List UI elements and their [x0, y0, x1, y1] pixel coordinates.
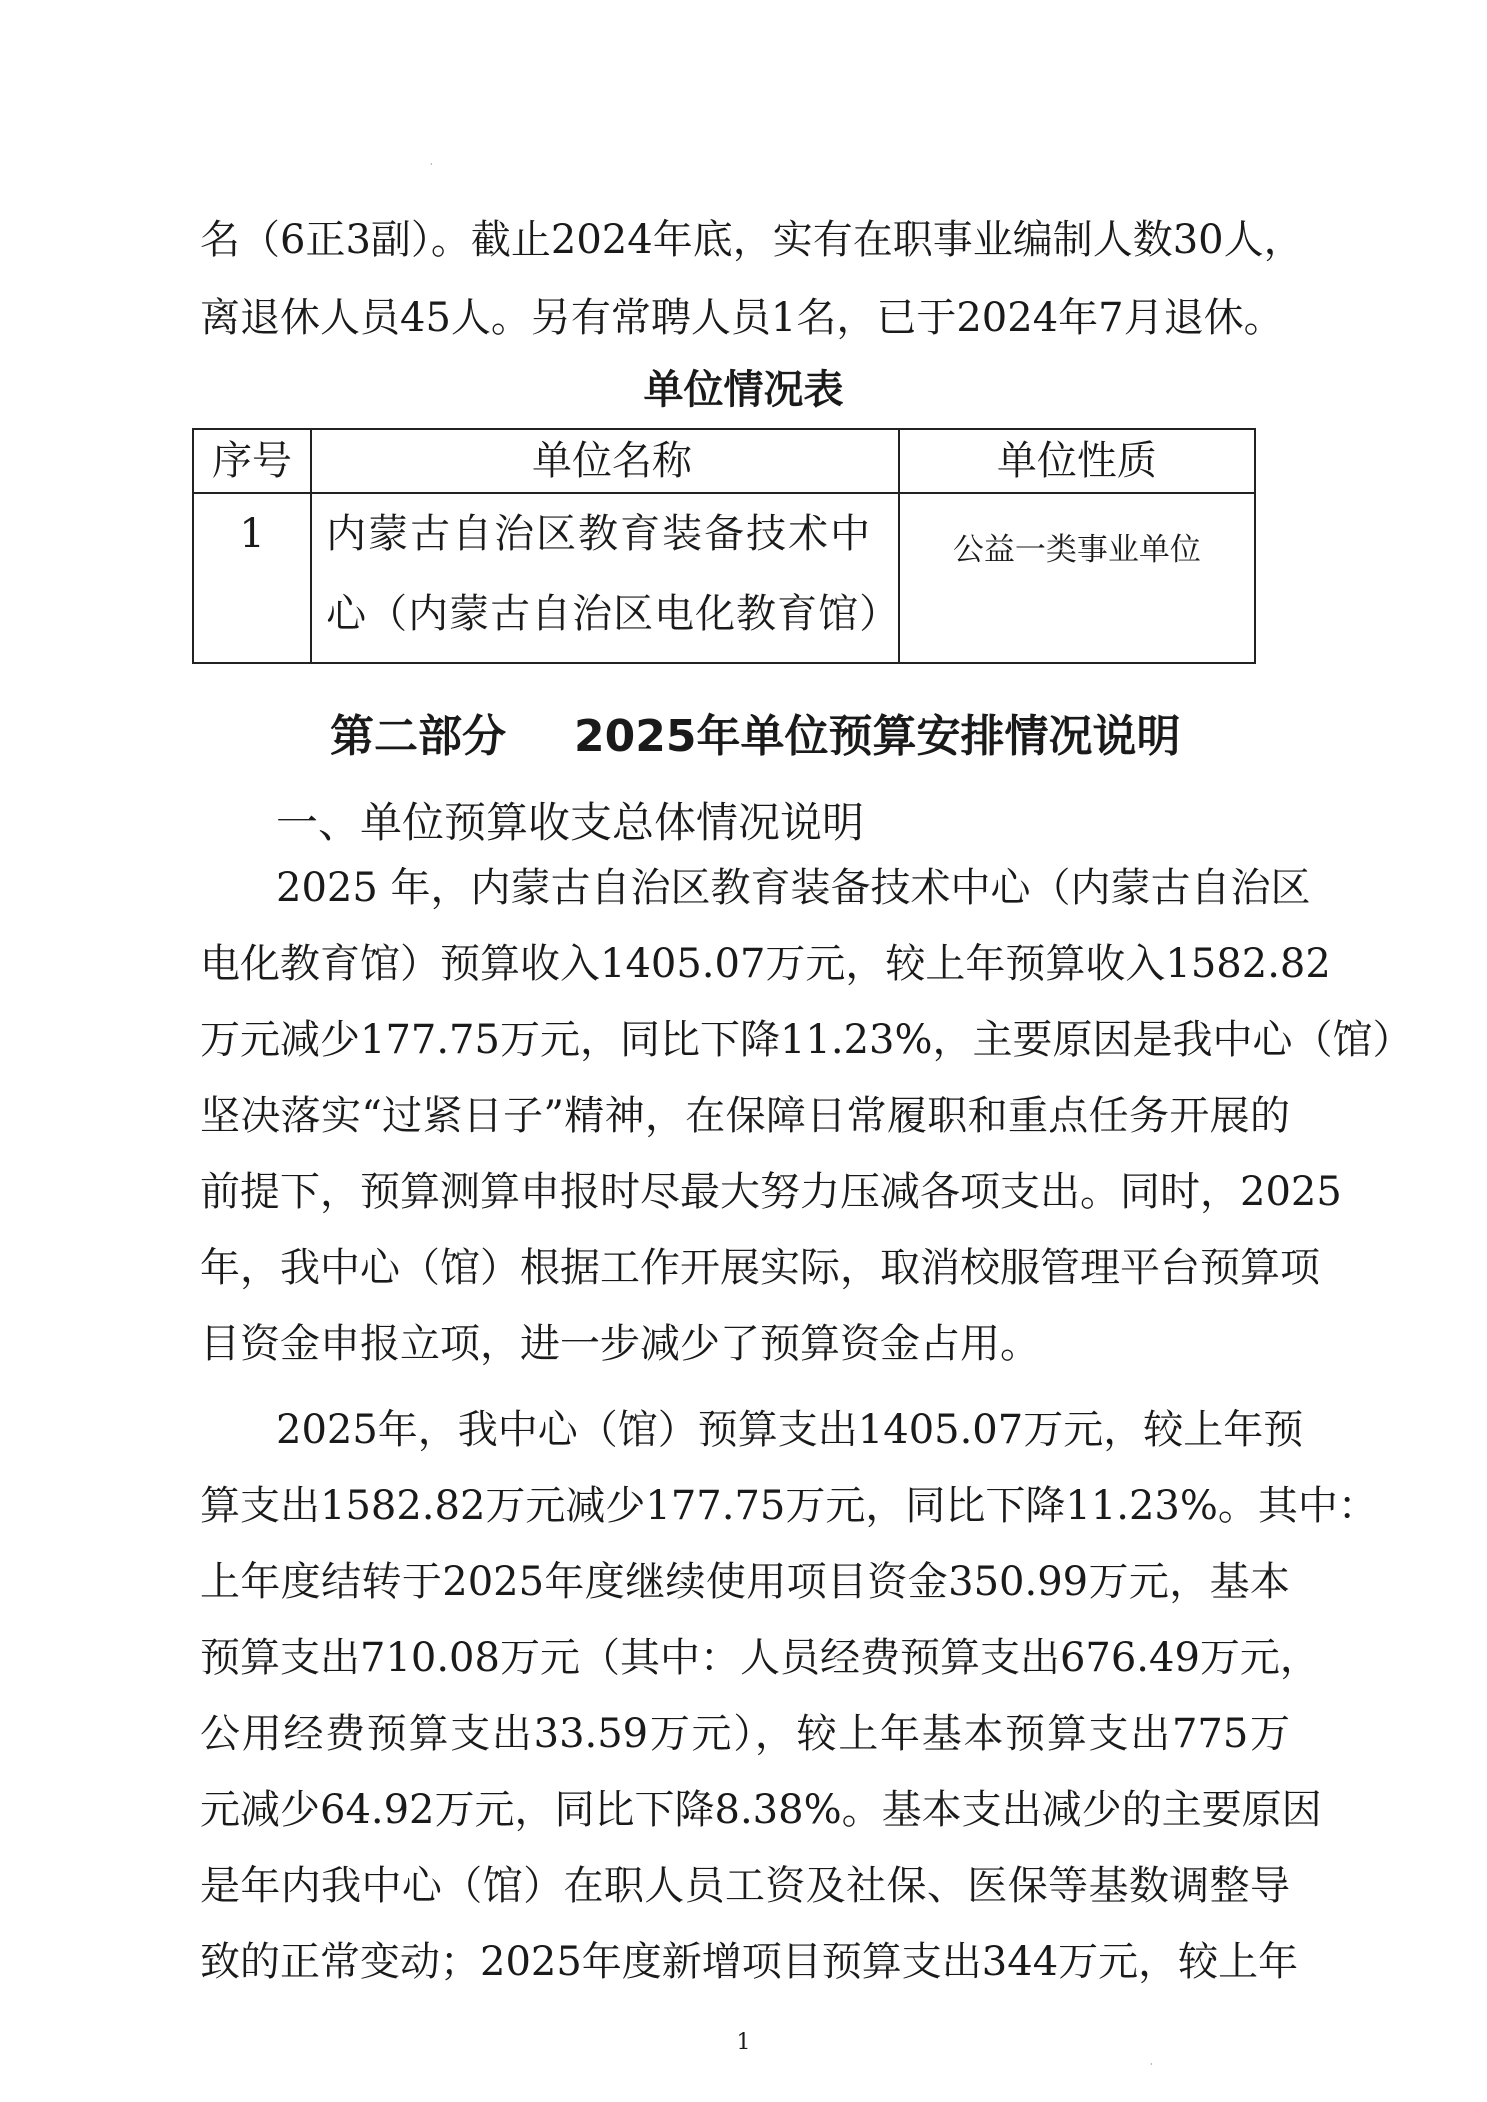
page-number: 1: [736, 2030, 751, 2055]
paragraph2-line-8: 致的正常变动；2025年度新增项目预算支出344万元，较上年: [200, 1939, 1299, 1985]
paragraph2-line-4: 预算支出710.08万元（其中：人员经费预算支出676.49万元，: [200, 1635, 1320, 1681]
paragraph1-line-7: 目资金申报立项，进一步减少了预算资金占用。: [200, 1321, 1040, 1367]
row-index: 1: [193, 493, 311, 663]
intro-line-2: 离退休人员45人。另有常聘人员1名，已于2024年7月退休。: [200, 295, 1284, 341]
scan-speck: ·: [1150, 2060, 1153, 2069]
table-row: [193, 493, 1255, 663]
paragraph2-line-5: 公用经费预算支出33.59万元），较上年基本预算支出775万: [200, 1711, 1290, 1757]
paragraph2-line-2: 算支出1582.82万元减少177.75万元，同比下降11.23%。其中：: [200, 1483, 1378, 1529]
paragraph2-line-1: 2025年，我中心（馆）预算支出1405.07万元，较上年预: [276, 1407, 1304, 1453]
paragraph2-line-6: 元减少64.92万元，同比下降8.38%。基本支出减少的主要原因: [200, 1787, 1322, 1833]
table-header-row: [193, 429, 1255, 493]
unit-name-line-2: 心（内蒙古自治区电化教育馆）: [326, 591, 901, 637]
part-two-label: 第二部分: [330, 711, 506, 762]
paragraph2-line-3: 上年度结转于2025年度继续使用项目资金350.99万元，基本: [200, 1559, 1290, 1605]
row-unit-name: [311, 493, 899, 663]
paragraph1-line-3: 万元减少177.75万元，同比下降11.23%，主要原因是我中心（馆）: [200, 1017, 1413, 1063]
unit-name-line-1: 内蒙古自治区教育装备技术中: [326, 511, 873, 557]
row-unit-nature: [899, 493, 1255, 663]
header-unit-nature: 单位性质: [899, 429, 1255, 493]
header-index: 序号: [193, 429, 311, 493]
table-title: 单位情况表: [643, 367, 844, 413]
paragraph1-line-5: 前提下，预算测算申报时尽最大努力压减各项支出。同时，2025: [200, 1169, 1342, 1215]
paragraph2-line-7: 是年内我中心（馆）在职人员工资及社保、医保等基数调整导: [200, 1863, 1290, 1909]
paragraph1-line-1: 2025 年，内蒙古自治区教育装备技术中心（内蒙古自治区: [276, 865, 1311, 911]
section-one-title: 一、单位预算收支总体情况说明: [276, 798, 865, 847]
scan-speck: ·: [430, 160, 433, 169]
paragraph1-line-4: 坚决落实“过紧日子”精神，在保障日常履职和重点任务开展的: [200, 1093, 1290, 1139]
paragraph1-line-6: 年，我中心（馆）根据工作开展实际，取消校服管理平台预算项: [200, 1245, 1320, 1291]
intro-line-1: 名（6正3副）。截止2024年底，实有在职事业编制人数30人，: [200, 217, 1304, 263]
part-two-title: 2025年单位预算安排情况说明: [574, 711, 1181, 762]
unit-table: [192, 428, 1256, 664]
header-unit-name: 单位名称: [311, 429, 899, 493]
unit-nature-text: 公益一类事业单位: [952, 532, 1201, 568]
paragraph1-line-2: 电化教育馆）预算收入1405.07万元，较上年预算收入1582.82: [200, 941, 1331, 987]
